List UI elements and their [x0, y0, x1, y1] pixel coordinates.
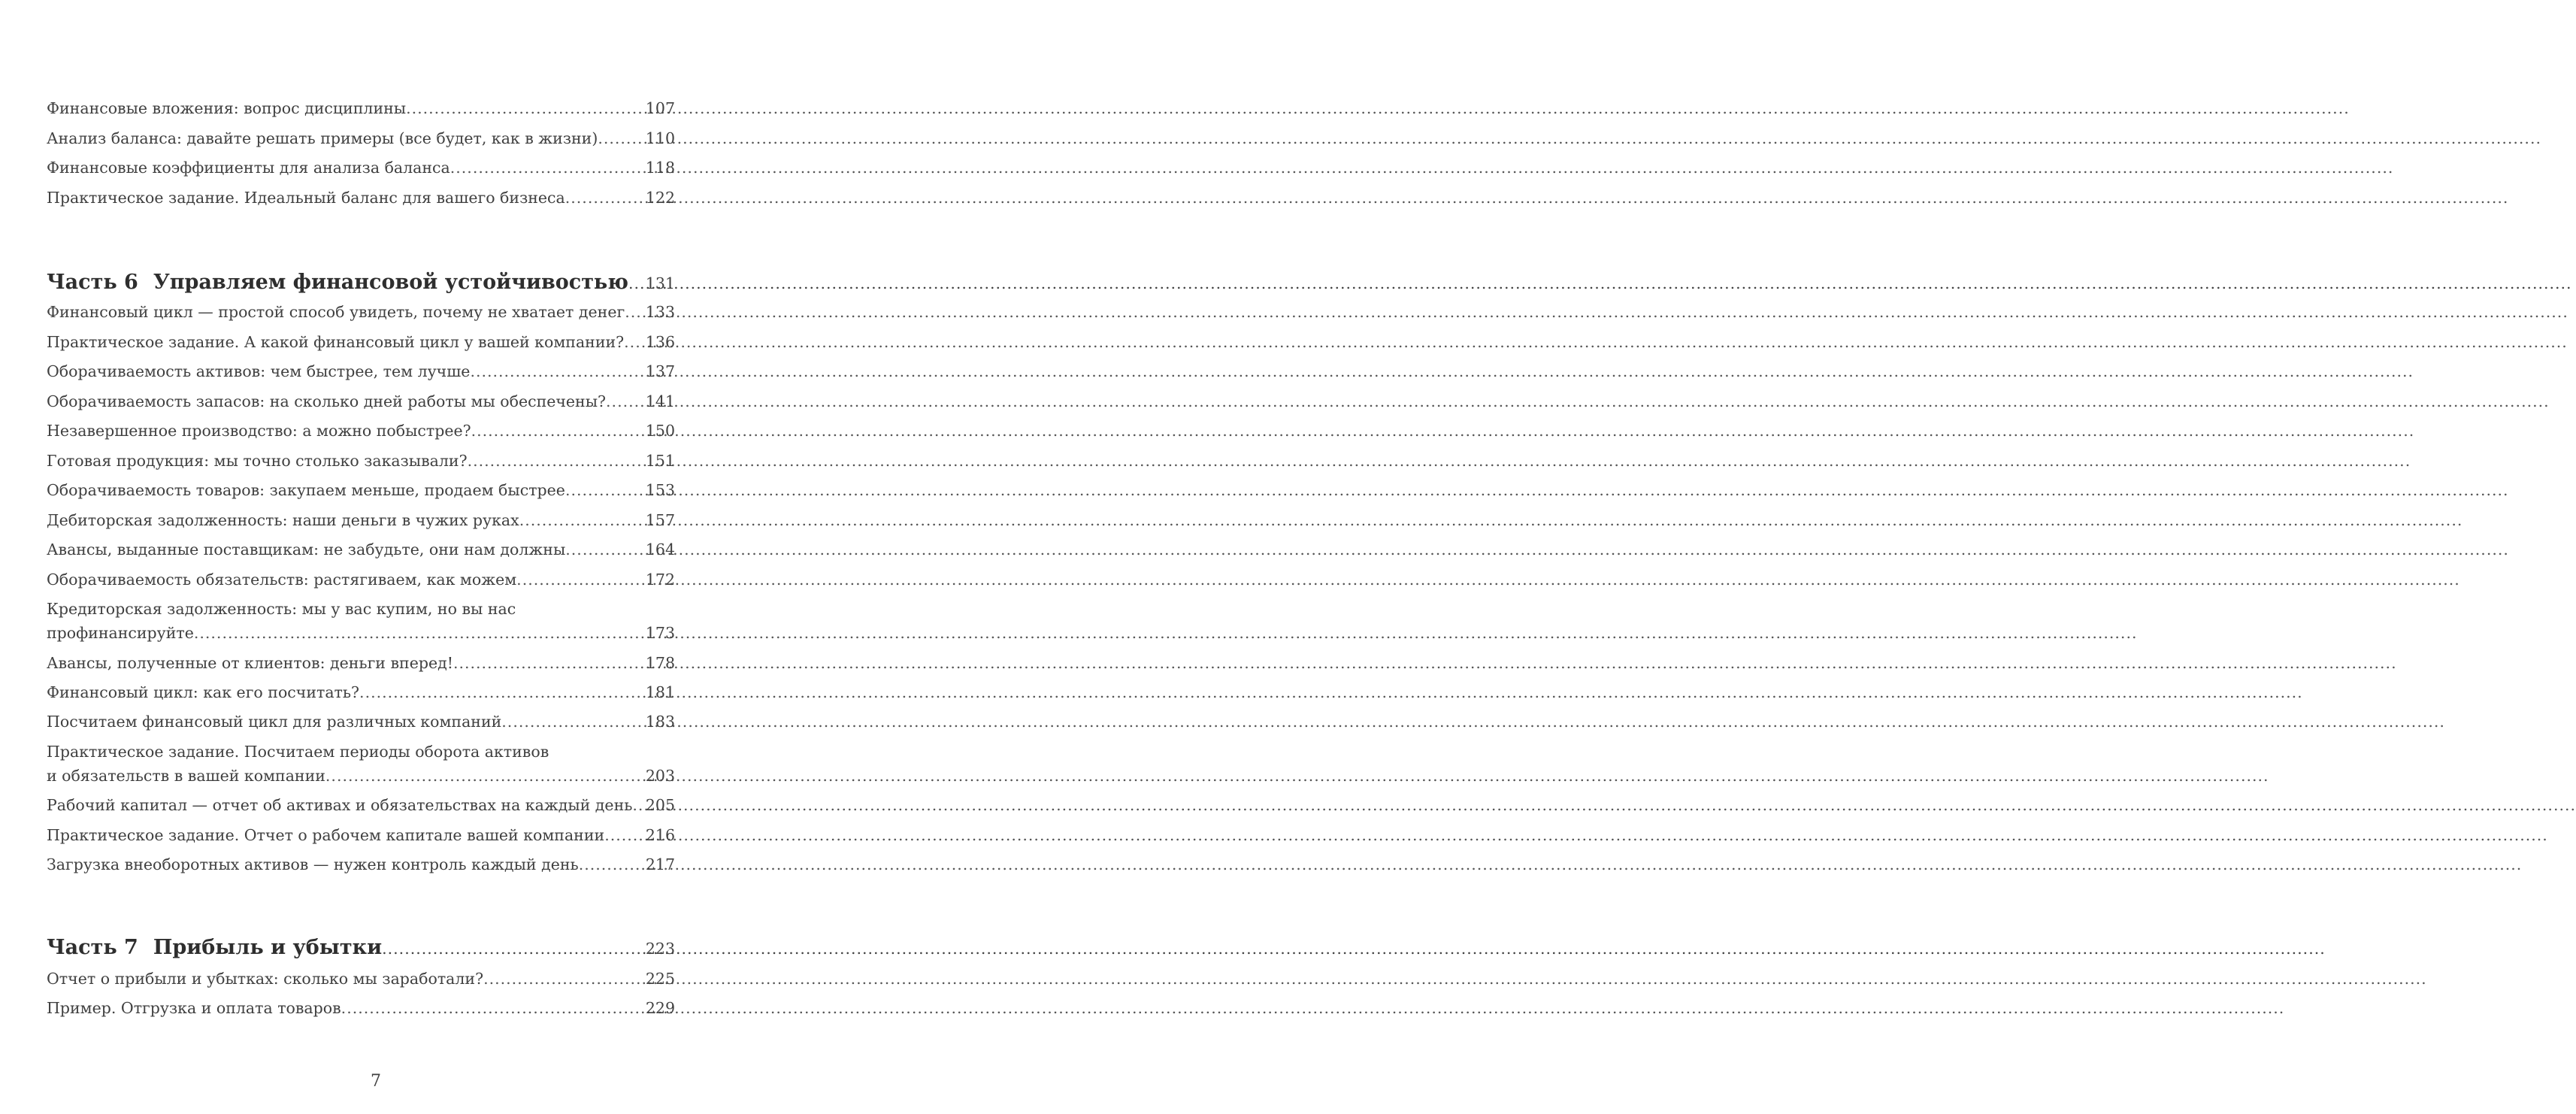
toc-entry[interactable]: [47, 157, 675, 178]
toc-entry-first-line: Кредиторская задолженность: мы у вас купим, но вы нас: [47, 600, 516, 618]
toc-entry[interactable]: [47, 682, 675, 703]
toc-entry-page: 229: [645, 999, 675, 1017]
part-number: Часть 7: [47, 936, 138, 959]
toc-entry-page: 150: [645, 422, 675, 440]
dot-leader: [579, 854, 645, 875]
page-number: 7: [371, 1072, 381, 1091]
part-title: Прибыль и убытки: [153, 936, 383, 959]
toc-entry-title: Авансы, выданные поставщикам: не забудьте, они нам должны: [47, 540, 566, 559]
toc-entry[interactable]: [47, 539, 675, 560]
dot-leader: [606, 391, 645, 412]
toc-entry[interactable]: [47, 128, 675, 149]
toc-entry-title: Оборачиваемость запасов: на сколько дней работы мы обеспечены?: [47, 392, 607, 410]
dot-leader: [450, 157, 645, 178]
toc-entry-page: 133: [645, 303, 675, 321]
dot-leader: [359, 682, 645, 703]
toc-entry[interactable]: [47, 98, 675, 119]
dot-leader: [519, 510, 645, 531]
toc-entry-page: 181: [645, 683, 675, 701]
toc-entry[interactable]: [47, 480, 675, 501]
toc-entry-page: 137: [645, 362, 675, 380]
toc-entry[interactable]: [47, 854, 675, 875]
toc-entry-title: Рабочий капитал — отчет об активах и обязательствах на каждый день: [47, 796, 633, 814]
toc-entry-title: Посчитаем финансовый цикл для различных компаний: [47, 713, 502, 731]
toc-entry[interactable]: [47, 795, 675, 816]
toc-entry[interactable]: [47, 711, 675, 732]
part-title: Управляем финансовой устойчивостью: [153, 271, 628, 294]
part-heading-title: [47, 935, 382, 961]
dot-leader: [565, 480, 645, 501]
toc-entry-page: 225: [645, 970, 675, 988]
toc-entry[interactable]: [47, 301, 675, 322]
toc-entry-page: 122: [645, 189, 675, 207]
toc-entry-title: Пример. Отгрузка и оплата товаров: [47, 999, 341, 1017]
part-number: Часть 6: [47, 271, 138, 294]
toc-entry-page: 183: [645, 713, 675, 731]
toc-entry-title: Отчет о прибыли и убытках: сколько мы заработали?: [47, 970, 484, 988]
toc-entry-title: Финансовые коэффициенты для анализа баланса: [47, 159, 450, 177]
dot-leader: [565, 539, 645, 560]
toc-entry-title: Практическое задание. А какой финансовый цикл у вашей компании?: [47, 333, 625, 351]
toc-entry[interactable]: [47, 622, 675, 643]
toc-entry-title: и обязательств в вашей компании: [47, 767, 325, 785]
dot-leader: [341, 997, 645, 1019]
toc-entry[interactable]: [47, 391, 675, 412]
dot-leader: [325, 765, 645, 786]
dot-leader: [483, 968, 645, 989]
dot-leader: [604, 825, 645, 846]
toc-entry-title: Готовая продукция: мы точно столько заказывали?: [47, 452, 468, 470]
toc-entry-page: 164: [645, 540, 675, 559]
dot-leader: [382, 936, 645, 961]
toc-entry-title: Анализ баланса: давайте решать примеры (все будет, как в жизни): [47, 129, 598, 147]
dot-leader: [625, 301, 645, 322]
toc-entry[interactable]: [47, 510, 675, 531]
toc-entry-page: 107: [645, 99, 675, 117]
dot-leader: [470, 361, 644, 382]
dot-leader: [453, 652, 645, 674]
dot-leader: [194, 622, 645, 643]
toc-entry-page: 205: [645, 796, 675, 814]
part-page: 223: [645, 940, 675, 958]
toc-entry-page: 172: [645, 571, 675, 589]
dot-leader: [598, 128, 645, 149]
toc-entry-title: Финансовый цикл — простой способ увидеть, почему не хватает денег: [47, 303, 625, 321]
toc-entry-page: 151: [645, 452, 675, 470]
toc-entry[interactable]: [47, 450, 675, 471]
toc-entry-title: Оборачиваемость товаров: закупаем меньше, продаем быстрее: [47, 481, 565, 499]
toc-entry-title: Незавершенное производство: а можно побыстрее?: [47, 422, 471, 440]
dot-leader: [501, 711, 645, 732]
toc-entry-title: Практическое задание. Идеальный баланс для вашего бизнеса: [47, 189, 565, 207]
toc-entry-title: Практическое задание. Отчет о рабочем капитале вашей компании: [47, 826, 605, 844]
toc-entry-title: Оборачиваемость обязательств: растягиваем, как можем: [47, 571, 517, 589]
part-heading-title: [47, 270, 628, 295]
toc-entry-title: Финансовый цикл: как его посчитать?: [47, 683, 360, 701]
toc-entry-page: 216: [645, 826, 675, 844]
toc-entry[interactable]: [47, 187, 675, 208]
dot-leader: [406, 98, 645, 119]
toc-entry-page: 136: [645, 333, 675, 351]
toc-entry-first-line: Практическое задание. Посчитаем периоды оборота активов: [47, 743, 549, 761]
toc-entry-title: Загрузка внеоборотных активов — нужен контроль каждый день: [47, 855, 579, 873]
toc-entry[interactable]: [47, 420, 675, 441]
toc-entry-page: 157: [645, 511, 675, 529]
toc-page: [0, 0, 752, 1114]
toc-entry-title: Финансовые вложения: вопрос дисциплины: [47, 99, 407, 117]
toc-entry-page: 173: [645, 624, 675, 642]
dot-leader: [468, 450, 645, 471]
part-heading-7[interactable]: [47, 935, 675, 961]
toc-entry-page: 153: [645, 481, 675, 499]
dot-leader: [471, 420, 645, 441]
part-page: 131: [645, 274, 675, 292]
toc-entry-page: 178: [645, 654, 675, 672]
toc-entry[interactable]: [47, 825, 675, 846]
toc-entry-page: 110: [645, 129, 675, 147]
toc-entry-title: Оборачиваемость активов: чем быстрее, тем лучше: [47, 362, 471, 380]
toc-entry-page: 141: [645, 392, 675, 410]
dot-leader: [632, 795, 644, 816]
toc-entry-page: 203: [645, 767, 675, 785]
part-heading-6[interactable]: [47, 270, 675, 296]
toc-entry[interactable]: [47, 331, 675, 353]
toc-entry-page: 217: [645, 855, 675, 873]
toc-entry-title: Дебиторская задолженность: наши деньги в чужих руках: [47, 511, 519, 529]
toc-entry[interactable]: [47, 569, 675, 590]
dot-leader: [565, 187, 645, 208]
toc-entry-page: 118: [645, 159, 675, 177]
toc-entry[interactable]: [47, 997, 675, 1019]
toc-entry[interactable]: [47, 968, 675, 989]
toc-entry[interactable]: [47, 652, 675, 674]
toc-entry-title: профинансируйте: [47, 624, 194, 642]
toc-entry-title: Авансы, полученные от клиентов: деньги вперед!: [47, 654, 453, 672]
toc-entry[interactable]: [47, 765, 675, 786]
dot-leader: [516, 569, 645, 590]
dot-leader: [628, 271, 645, 296]
toc-entry[interactable]: [47, 361, 675, 382]
dot-leader: [624, 331, 645, 353]
